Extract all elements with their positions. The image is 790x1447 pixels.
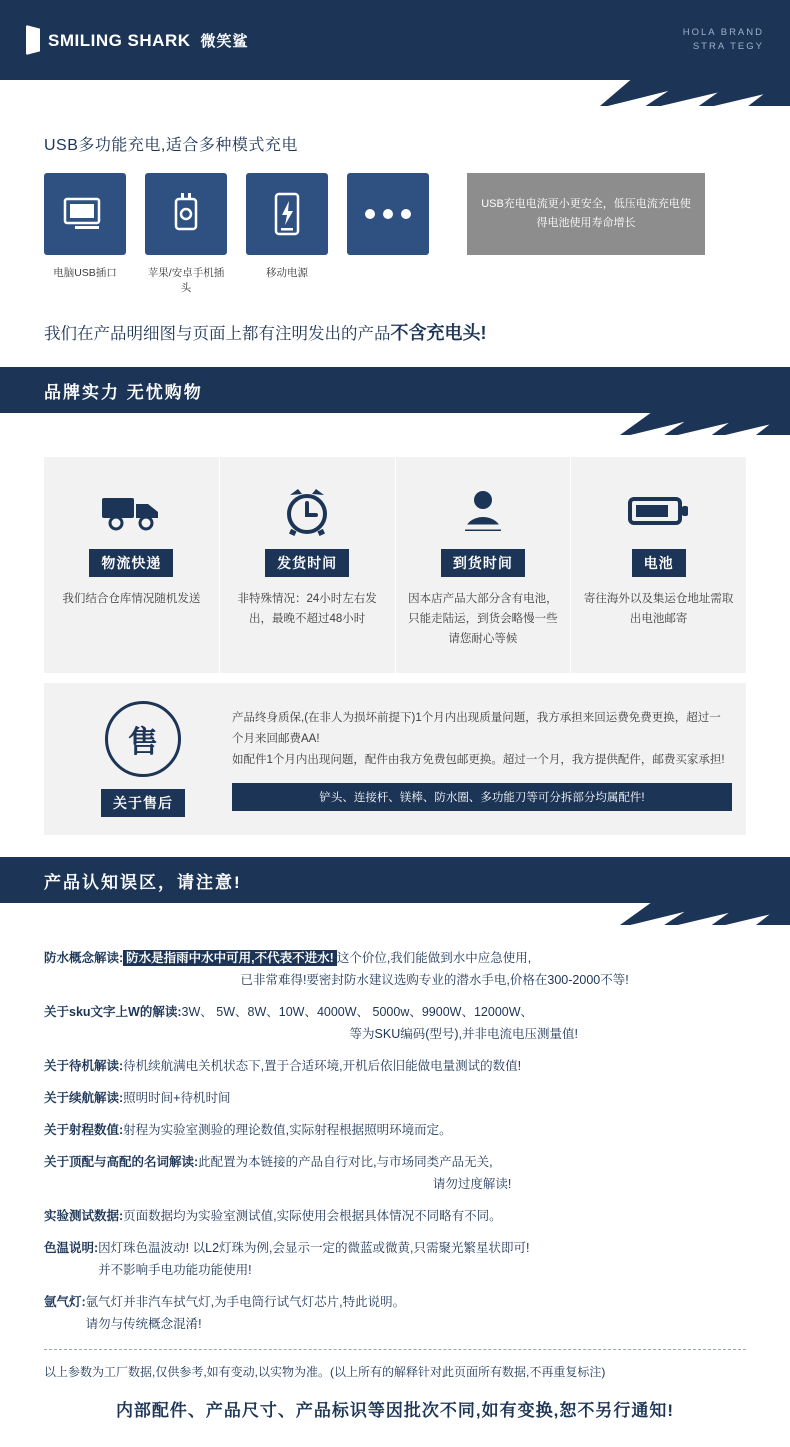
service-label-arrival-time: 到货时间 (441, 549, 525, 577)
notice-value-sku (182, 1001, 746, 1045)
notice-item-color-temp (44, 1237, 746, 1281)
after-sale-seal-icon: 售 (105, 701, 181, 777)
notice-item-xenon (44, 1291, 746, 1335)
notice-band-wave (0, 903, 790, 925)
brand-name-en: SMILING SHARK (48, 30, 191, 50)
header-wave-divider (0, 80, 790, 106)
notice-item-sku (44, 1001, 746, 1045)
usb-footer-strong: 不含充电头! (390, 323, 487, 343)
usb-caption-power-bank: 移动电源 (266, 267, 308, 279)
brand-band-wave (0, 413, 790, 435)
notice-band (0, 857, 790, 903)
notice-key-sku: 关于sku文字上W的解读: (44, 1005, 182, 1019)
notice-value-lab-data: 页面数据均为实验室测试值,实际使用会根据具体情况不同略有不同。 (123, 1209, 502, 1223)
brand-strength-title: 品牌实力 无忧购物 (44, 382, 203, 402)
notice-item-waterproof (44, 947, 746, 991)
usb-footer-note (44, 319, 746, 345)
notice-key-lab-data: 实验测试数据: (44, 1209, 124, 1223)
usb-footer-normal: 我们在产品明细图与页面上都有注明发出的产品 (44, 325, 391, 343)
service-label-shipping-time: 发货时间 (265, 549, 349, 577)
notice-key-standby: 关于待机解读: (44, 1059, 124, 1073)
monitor-icon (44, 173, 126, 255)
notice-text2-xenon: 请勿与传统概念混淆! (85, 1317, 202, 1331)
notice-item-range (44, 1119, 746, 1141)
page-header (0, 0, 790, 80)
notice-highlight-waterproof: 防水是指雨中水中可用,不代表不进水! (123, 950, 337, 966)
notice-key-config: 关于顶配与高配的名词解读: (44, 1155, 199, 1169)
notice-text-waterproof: 这个价位,我们能做到水中应急使用, (336, 951, 532, 965)
notice-text2-color-temp: 并不影响手电功能功能使用! (98, 1263, 252, 1277)
service-text-logistics: 我们结合仓库情况随机发送 (62, 593, 201, 605)
header-tagline-line1: HOLA BRAND (682, 27, 764, 38)
service-label-battery: 电池 (632, 549, 686, 577)
usb-caption-computer: 电脑USB插口 (53, 267, 117, 279)
ellipsis-icon (347, 173, 429, 255)
service-cell-shipping-time (220, 457, 396, 673)
brand-strength-band (0, 367, 790, 413)
notice-value-xenon (86, 1291, 746, 1335)
notice-text-xenon: 氩气灯并非汽车拭气灯,为手电筒行试气灯芯片,特此说明。 (85, 1295, 406, 1309)
notice-item-standby (44, 1055, 746, 1077)
notice-text2-sku: 等为SKU编码(型号),并非电流电压测量值! (349, 1027, 578, 1041)
usb-item-computer (44, 173, 126, 280)
service-text-shipping-time: 非特殊情况：24小时左右发出，最晚不超过48小时 (237, 593, 377, 625)
notice-value-range: 射程为实验室测验的理论数值,实际射程根据照明环境而定。 (123, 1123, 452, 1137)
service-label-logistics: 物流快递 (89, 549, 173, 577)
notice-divider (44, 1349, 746, 1350)
notice-text2-config: 请勿过度解读! (432, 1177, 512, 1191)
usb-charging-section (0, 106, 790, 345)
usb-caption-wall-charger: 苹果/安卓手机插头 (147, 267, 225, 294)
after-sale-paragraph-2: 如配件1个月内出现问题，配件由我方免费包邮更换。超过一个月，我方提供配件，邮费买家承担! (232, 753, 725, 766)
notice-value-config (198, 1151, 746, 1195)
service-cell-battery (571, 457, 746, 673)
notice-value-color-temp (98, 1237, 746, 1281)
service-cell-arrival-time (396, 457, 572, 673)
after-sale-block (44, 683, 746, 835)
customer-service-icon (408, 483, 559, 539)
usb-item-wall-charger (145, 173, 227, 295)
notice-key-endurance: 关于续航解读: (44, 1091, 124, 1105)
after-sale-right (228, 708, 732, 811)
notice-key-color-temp: 色温说明: (44, 1241, 99, 1255)
notice-item-endurance (44, 1087, 746, 1109)
service-text-arrival-time: 因本店产品大部分含有电池，只能走陆运，到货会略慢一些请您耐心等候 (408, 593, 558, 645)
service-grid (44, 457, 746, 673)
shark-logo-icon (26, 25, 40, 55)
after-sale-left (58, 701, 228, 817)
power-bank-icon (246, 173, 328, 255)
notice-text-sku: 3W、 5W、8W、10W、4000W、 5000w、9900W、12000W、 (181, 1005, 534, 1019)
service-cell-logistics (44, 457, 220, 673)
truck-icon (56, 483, 207, 539)
brand-logo (26, 25, 249, 55)
footer-highlight: 内部配件、产品尺寸、产品标识等因批次不同,如有变换,恕不另行通知! (115, 1401, 675, 1420)
after-sale-label: 关于售后 (101, 789, 185, 817)
usb-icon-row (44, 173, 746, 295)
notice-text-config: 此配置为本链接的产品自行对比,与市场同类产品无关, (198, 1155, 493, 1169)
notice-item-config (44, 1151, 746, 1195)
wall-charger-icon (145, 173, 227, 255)
service-text-battery: 寄往海外以及集运仓地址需取出电池邮寄 (583, 593, 734, 625)
after-sale-paragraph-1: 产品终身质保,(在非人为损坏前提下)1个月内出现质量问题，我方承担来回运费免费更换，超过一个月来回邮费AA! (232, 711, 721, 745)
battery-icon (583, 483, 734, 539)
notice-key-range: 关于射程数值: (44, 1123, 124, 1137)
footer-note: 以上参数为工厂数据,仅供参考,如有变动,以实物为准。(以上所有的解释针对此页面所有数据,不再重复标注) (44, 1365, 606, 1379)
usb-item-more (347, 173, 429, 265)
notice-band-title: 产品认知误区，请注意! (44, 872, 242, 892)
header-tagline (683, 26, 764, 54)
header-tagline-line2: STRA TEGY (692, 41, 764, 52)
usb-item-power-bank (246, 173, 328, 280)
service-section (0, 435, 790, 835)
notice-key-waterproof: 防水概念解读: (44, 951, 124, 965)
notice-value-standby: 待机续航满电关机状态下,置于合适环境,开机后依旧能做电量测试的数值! (123, 1059, 522, 1073)
usb-safety-note: USB充电电流更小更安全，低压电流充电使得电池使用寿命增长 (467, 173, 705, 255)
notice-list (0, 925, 790, 1421)
usb-section-title: USB多功能充电,适合多种模式充电 (44, 137, 298, 154)
notice-key-xenon: 氩气灯: (44, 1295, 86, 1309)
brand-name-cn: 微笑鲨 (200, 32, 249, 50)
after-sale-accessory-bar: 铲头、连接杆、镁棒、防水圈、多功能刀等可分拆部分均属配件! (232, 783, 732, 811)
notice-value-endurance: 照明时间+待机时间 (123, 1091, 231, 1105)
notice-text-color-temp: 因灯珠色温波动! 以L2灯珠为例,会显示一定的微蓝或微黄,只需聚光繁星状即可! (98, 1241, 530, 1255)
notice-item-lab-data (44, 1205, 746, 1227)
notice-text2-waterproof: 已非常难得!要密封防水建议选购专业的潜水手电,价格在300-2000不等! (240, 973, 629, 987)
notice-value-waterproof (123, 947, 746, 991)
alarm-clock-icon (232, 483, 383, 539)
